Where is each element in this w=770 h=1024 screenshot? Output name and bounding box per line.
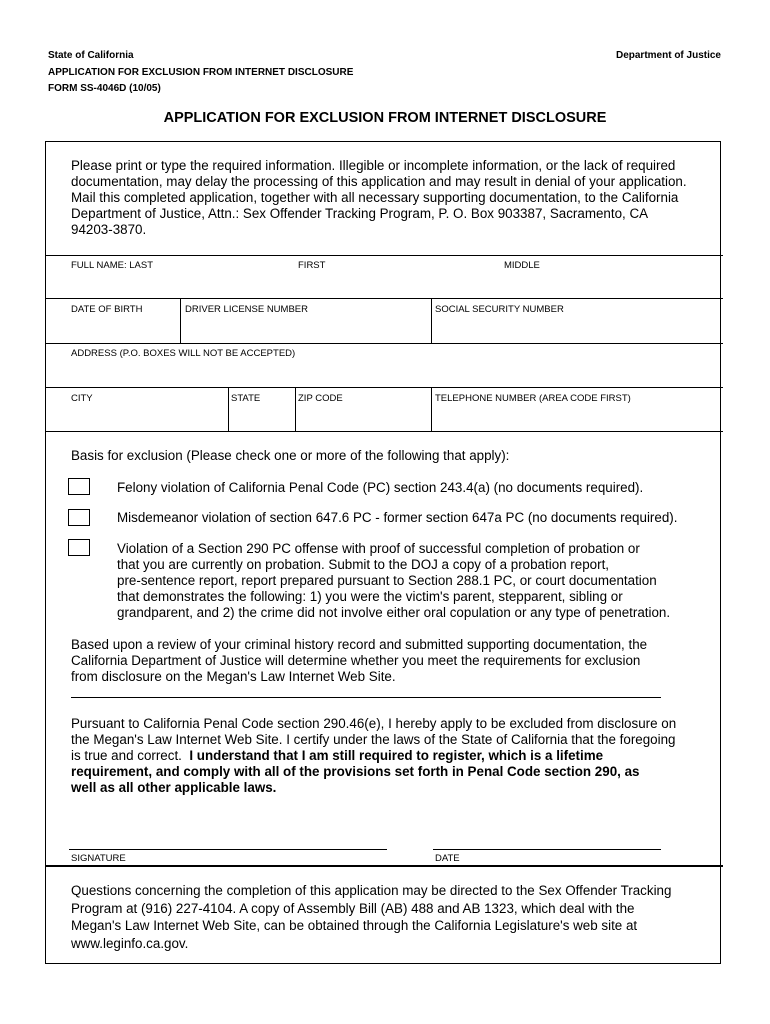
misdemeanor-checkbox[interactable]	[68, 509, 90, 526]
instructions-line: Department of Justice, Attn.: Sex Offender Tracking Program, P. O. Box 903387, Sacramento, CA	[71, 206, 649, 221]
felony-option-label: Felony violation of California Penal Code (PC) section 243.4(a) (no documents required).	[117, 480, 644, 495]
cert-line: Pursuant to California Penal Code section 290.46(e), I hereby apply to be excluded from disclosure on	[71, 716, 677, 731]
cert-line	[71, 764, 716, 780]
state-label-field: STATE	[231, 393, 261, 404]
department-label: Department of Justice	[615, 50, 721, 61]
date-label: DATE	[435, 853, 460, 864]
cert-line	[71, 748, 716, 764]
instructions-line: Mail this completed application, together with all necessary supporting documentation, to the California	[71, 190, 679, 205]
option-line: that demonstrates the following: 1) you were the victim's parent, stepparent, sibling or	[117, 589, 623, 604]
review-line: Based upon a review of your criminal history record and submitted supporting documentation, the	[71, 637, 648, 652]
option-line: grandparent, and 2) the crime did not involve either oral copulation or any type of penetration.	[117, 605, 671, 620]
review-line: from disclosure on the Megan's Law Internet Web Site.	[71, 669, 396, 684]
cert-line	[71, 780, 716, 796]
signature-line	[69, 849, 387, 850]
review-line: California Department of Justice will determine whether you meet the requirements for exclusion	[71, 653, 641, 668]
form-name: APPLICATION FOR EXCLUSION FROM INTERNET DISCLOSURE	[48, 67, 354, 78]
felony-checkbox[interactable]	[68, 478, 90, 495]
date-line	[433, 849, 661, 850]
ssn-label: SOCIAL SECURITY NUMBER	[435, 304, 564, 315]
cert-line: the Megan's Law Internet Web Site. I certify under the laws of the State of California that the foregoing	[71, 732, 676, 747]
section-290-option-label	[117, 541, 717, 621]
cert-bold: requirement, and comply with all of the provisions set forth in Penal Code section 290, as	[71, 764, 640, 779]
certification-text	[71, 716, 716, 796]
telephone-label: TELEPHONE NUMBER (AREA CODE FIRST)	[435, 393, 631, 404]
page-title: APPLICATION FOR EXCLUSION FROM INTERNET DISCLOSURE	[163, 110, 607, 126]
city-label: CITY	[71, 393, 93, 404]
option-line: pre-sentence report, report prepared pursuant to Section 288.1 PC, or court documentation	[117, 573, 657, 588]
signature-label: SIGNATURE	[71, 853, 126, 864]
state-label: State of California	[48, 50, 134, 61]
questions-line: www.leginfo.ca.gov.	[71, 935, 189, 951]
dob-label: DATE OF BIRTH	[71, 304, 143, 315]
instructions	[71, 158, 716, 238]
cert-text: is true and correct.	[71, 748, 182, 763]
section-divider	[71, 697, 661, 698]
questions-line: Questions concerning the completion of this application may be directed to the Sex Offender Tracking	[71, 883, 672, 898]
questions-text	[71, 882, 716, 952]
divider	[45, 431, 723, 432]
address-label: ADDRESS (P.O. BOXES WILL NOT BE ACCEPTED)	[71, 348, 296, 359]
instructions-line: documentation, may delay the processing of this application and may result in denial of your application.	[71, 174, 687, 189]
basis-heading: Basis for exclusion (Please check one or more of the following that apply):	[71, 448, 510, 463]
cert-bold: I understand that I am still required to register, which is a lifetime	[189, 748, 604, 763]
cert-bold: well as all other applicable laws.	[71, 780, 277, 795]
first-name-label: FIRST	[298, 260, 326, 271]
section-290-checkbox[interactable]	[68, 539, 90, 556]
option-line: Violation of a Section 290 PC offense with proof of successful completion of probation or	[117, 541, 640, 556]
last-name-label: FULL NAME: LAST	[71, 260, 154, 271]
signature-field[interactable]	[69, 815, 387, 849]
middle-name-label: MIDDLE	[504, 260, 540, 271]
driver-license-label: DRIVER LICENSE NUMBER	[185, 304, 308, 315]
zip-label: ZIP CODE	[298, 393, 343, 404]
instructions-line: 94203-3870.	[71, 222, 147, 237]
form-number: FORM SS-4046D (10/05)	[48, 83, 161, 94]
review-text	[71, 637, 716, 685]
questions-line: Program at (916) 227-4104. A copy of Assembly Bill (AB) 488 and AB 1323, which deal with the	[71, 900, 635, 916]
instructions-line: Please print or type the required information. Illegible or incomplete information, or the lack of required	[71, 158, 676, 173]
questions-line: Megan's Law Internet Web Site, can be obtained through the California Legislature's web site at	[71, 918, 638, 933]
misdemeanor-option-label: Misdemeanor violation of section 647.6 PC - former section 647a PC (no documents required).	[117, 510, 678, 525]
option-line: that you are currently on probation. Submit to the DOJ a copy of a probation report,	[117, 557, 610, 572]
divider	[45, 865, 723, 867]
date-field[interactable]	[433, 815, 661, 849]
